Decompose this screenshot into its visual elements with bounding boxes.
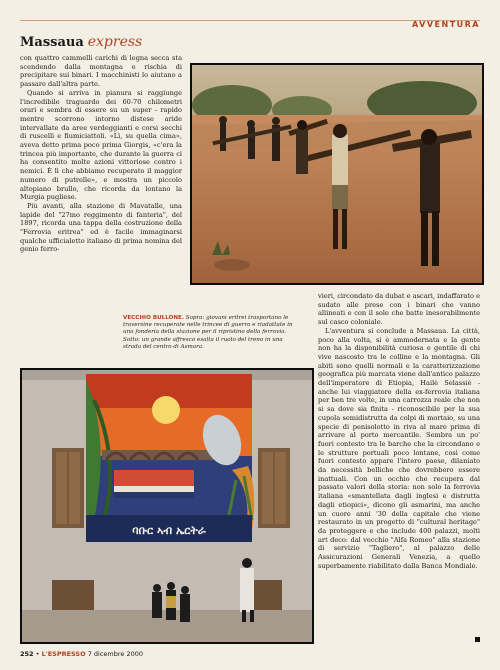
magazine-name: L'ESPRESSO	[41, 650, 86, 658]
title-sub: express	[87, 34, 143, 50]
paragraph: con quattro cammelli carichi di legna secca sta scendendo dalla montagna e rischia di precipitare sui binari. I macchinisti lo aiutano a passare dall'altra parte.	[20, 54, 182, 89]
photo-caption	[123, 315, 295, 351]
header-rule	[20, 20, 480, 21]
caption-head: VECCHIO BULLONE.	[123, 315, 184, 321]
mural-inscription: ባቡር ኣብ ኤርትራ	[132, 524, 206, 537]
photo-workers-carrying-sleepers	[190, 63, 484, 285]
paragraph: L'avventura si conclude a Massaua. La città, poco alla volta, si è ammodernata e la gente non ha la disponibilità curiosa e gentile di chi vive nascosto tra le colline e la montagna. Gli abiti sono quelli normali e la caratterizzazione geografica più marcata viene dall'antico palazzo dell'imperatore di Etiopia, Hailè Selassiè - anche lui viaggiatore della ex-ferrovia italiana per ben tre volte, in una carrozza reale che non si sa dove sia finita - riconoscibile per la sua cupola semidistrutta da colpi di mortaio, su una specie di penisolotto in riva al mare prima di arrivare al porto mercantile. Sembra un po' fuori contesto tra le barche che la circondano e le strutture portuali poco lontane, così come fuori contesto appare l'intero paese, dilaniato da necessità belliche che dovrebbero essere inattuali. Con un occhio che recupera dal passato valori della storia: non solo la ferrovia italiana «smantellata dagli inglesi e distrutta dagli etiopici», dicono gli asmarini, ma anche un cuore anni '30 della capitale che viene restaurato in un progetto di "cultural heritage" da proteggere e che include 400 palazzi, molti art deco: dal vecchio "Alfa Romeo" alla stazione di servizio "Tagliero", al palazzo delle Assicurazioni Generali Venezia, a quello superbamente riabilitato dalla Banca Mondiale.	[318, 326, 480, 570]
photo-workers-illustration	[192, 65, 482, 283]
photo-mural-asmara	[20, 368, 314, 644]
end-mark	[475, 637, 480, 642]
paragraph: Quando si arriva in pianura si raggiunge l'incredibile traguardo dei 60-70 chilometri orari e sembra di essere su un super - rapido mentre scorrono intorno distese aride intervallate da aree verdeggianti e corsi secchi di ruscelli e fiumiciattoli. «Lì, su quella cima», aveva detto prima poco prima Giorgis, «c'era la trincea più importante, che durante la guerra ci ha consentito molte azioni vittoriose contro i nemici. È lì che abbiamo recuperato il maggior numero di putrelle», e mostra un piccolo altopiano brullo, che ricorda da lontano la Murgia pugliese.	[20, 88, 182, 202]
photo-mural-illustration	[22, 370, 312, 642]
paragraph: vieri, circondato da dubat e ascari, indaffarato e sudato alle prese con i binari che vanno allineati e con il sole che batte inesorabilmente sul casco coloniale.	[318, 292, 480, 327]
title-main: Massaua	[20, 35, 84, 50]
column-2	[318, 292, 480, 644]
section-tag: AVVENTURA	[412, 20, 480, 29]
caption-text: Sopra: giovani eritrei trasportano le traversine recuperate nelle trincee di guerra e riadattate in una fonderia della stazione per il ripristino della ferrovia. Sotto: un grande affresco esalta il ruolo del treno in una strada del centro di Asmara.	[123, 315, 293, 350]
page-footer: 252 • L'ESPRESSO 7 dicembre 2000	[20, 650, 144, 658]
issue-date: 7 dicembre 2000	[87, 650, 144, 658]
page-number: 252	[20, 650, 34, 658]
column-1	[20, 54, 182, 329]
paragraph: Più avanti, alla stazione di Mavatalle, una lapide del "27mo reggimento di fanteria", del 1897, ricorda una tappa della costruzione della "Ferrovia eritrea" ed è facile immaginarsi qualche ufficialetto italiano di prima nomina del genio ferro-	[20, 201, 182, 254]
article-running-title	[20, 34, 142, 50]
